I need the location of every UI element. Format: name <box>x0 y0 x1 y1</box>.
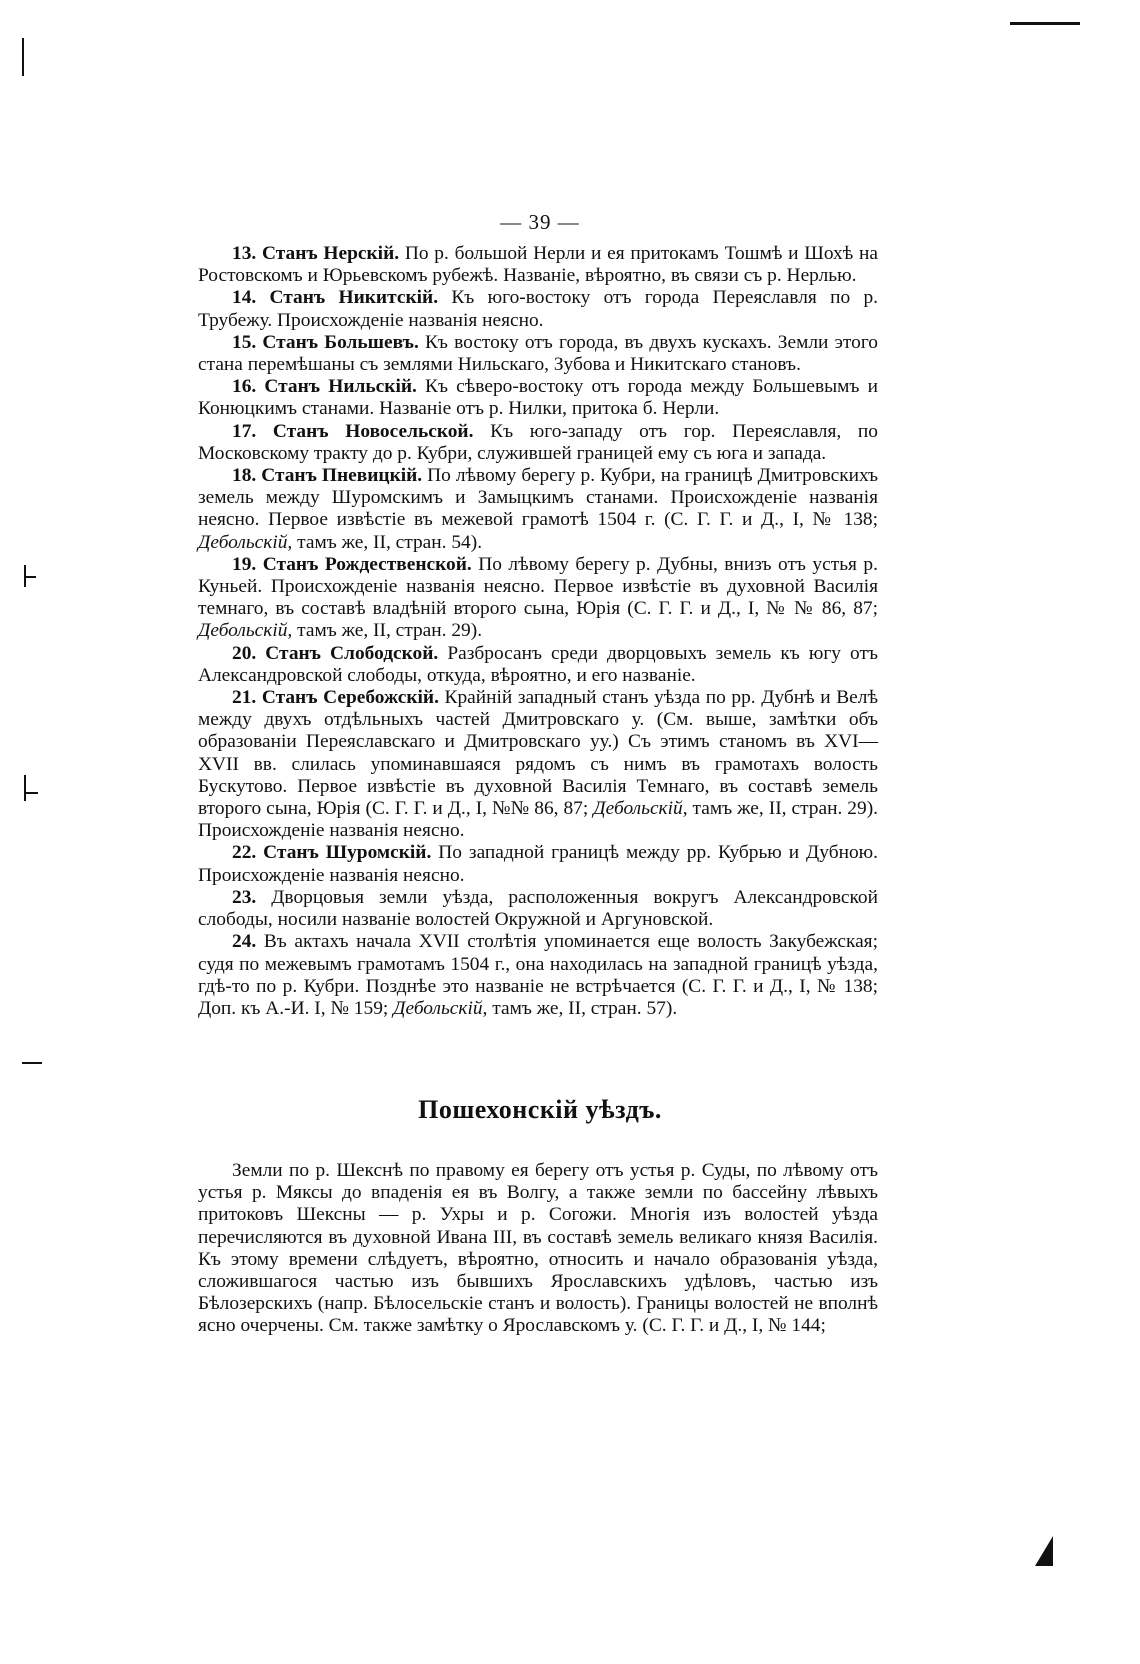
scan-mark-left-2 <box>24 775 26 801</box>
entry-text: Къ востоку отъ города, въ двухъ кускахъ. Земли этого стана перемѣшаны съ землями Нильскаго, Зубова и Никитскаго становъ. <box>198 331 878 376</box>
entry-lead: 23. <box>232 886 257 908</box>
entry-list <box>198 243 878 1020</box>
entry-24 <box>198 931 878 1020</box>
entry-16 <box>198 376 878 420</box>
entry-text: По лѣвому берегу р. Дубны, внизъ отъ устья р. Куньей. Происхожденіе названія неясно. Первое извѣстіе въ духовной Василія темнаго, въ составѣ владѣній второго сына, Юрія (С. Г. Г. и Д., I, № № 86, 87; <box>198 553 879 620</box>
scan-mark-left-1b <box>24 576 36 578</box>
entry-13 <box>198 243 878 287</box>
entry-text: Къ юго-западу отъ гор. Переяславля, по Московскому тракту до р. Кубри, служившей границей ему съ юга и запада. <box>198 420 878 464</box>
entry-tail: тамъ же, II, стран. 54). <box>292 531 483 553</box>
entry-lead: 13. Станъ Нерскій. <box>232 243 400 264</box>
entry-text: По лѣвому берегу р. Кубри, на границѣ Дмитровскихъ земель между Шуромскимъ и Замыцкимъ станами. Происхожденіе названія неясно. Первое извѣстіе въ межевой грамотѣ 1504 г. (С. Г. Г. и Д., I, № 138; <box>198 465 878 531</box>
entry-text: Дворцовыя земли уѣзда, расположенныя вокругъ Александровской слободы, носили названіе волостей Окружной и Аргуновской. <box>198 886 878 931</box>
entry-tail: тамъ же, II, стран. 29). <box>292 620 483 642</box>
entry-21 <box>198 687 878 842</box>
entry-text: По западной границѣ между рр. Кубрью и Дубною. Происхожденіе названія неясно. <box>198 842 878 886</box>
entry-lead: 21. Станъ Серебожскій. <box>232 687 439 709</box>
section-heading: Пошехонскій уѣздъ. <box>418 1095 662 1124</box>
entry-20 <box>198 643 878 687</box>
entry-18 <box>198 465 878 554</box>
entry-text: Въ актахъ начала XVII столѣтія упоминается еще волость Закубежская; судя по межевымъ грамотамъ 1504 г., она находилась на западной границѣ уѣзда, гдѣ-то по р. Кубри. Позднѣе это названіе не встрѣчается (С. Г. Г. и Д., I, № 138; Доп. къ А.-И. I, № 159; <box>198 931 878 1019</box>
scan-mark-left-2b <box>24 792 38 794</box>
entry-lead: 15. Станъ Большевъ. <box>232 331 419 353</box>
entry-italic: Дебольскій, <box>198 620 293 642</box>
entry-14 <box>198 287 878 331</box>
entry-lead: 20. Станъ Слободской. <box>232 642 439 664</box>
entry-lead: 22. Станъ Шуромскій. <box>232 842 432 864</box>
entry-15 <box>198 332 878 376</box>
entry-lead: 16. Станъ Нильскій. <box>232 376 417 398</box>
section-paragraph: Земли по р. Шекснѣ по правому ея берегу отъ устья р. Суды, по лѣвому отъ устья р. Мяксы до впаденія ея въ Волгу, а также земли по бассейну лѣвыхъ притоковъ Шексны — р. Ухры и р. Согожи. Многія изъ волостей уѣзда перечисляются въ духовной Ивана III, въ составѣ земель великаго князя Василія. Къ этому времени слѣдуетъ, вѣроятно, относить и начало образованія уѣзда, сложившагося частью изъ бывшихъ Ярославскихъ удѣловъ, частью изъ Бѣлозерскихъ (напр. Бѣлосельскіе станъ и волость). Границы волостей не вполнѣ ясно очерчены. См. также замѣтку о Ярославскомъ у. (С. Г. Г. и Д., I, № 144; <box>198 1160 878 1337</box>
entry-text: Разбросанъ среди дворцовыхъ земель къ югу отъ Александровской слободы, откуда, вѣроятно, и его названіе. <box>198 642 878 686</box>
scan-mark-left-3 <box>22 1062 42 1064</box>
entry-19 <box>198 554 878 643</box>
entry-lead: 18. Станъ Пневицкій. <box>232 465 423 487</box>
entry-lead: 14. Станъ Никитскій. <box>232 287 439 309</box>
entry-tail: тамъ же, II, стран. 29). Происхожденіе названія неясно. <box>198 798 879 842</box>
scan-mark-corner <box>1035 1536 1053 1566</box>
scan-mark-top-rule <box>1010 22 1080 25</box>
entry-lead: 17. Станъ Новосельской. <box>232 420 474 442</box>
entry-17 <box>198 421 878 465</box>
entry-text: Крайній западный станъ уѣзда по рр. Дубнѣ и Велѣ между двухъ отдѣльныхъ частей Дмитровскаго у. (См. выше, замѣтки объ образованіи Переяславскаго и Дмитровскаго уу.) Съ этимъ станомъ въ XVI—XVII вв. слилась упоминавшаяся рядомъ съ нимъ въ грамотахъ волость Бускутово. Первое извѣстіе въ духовной Василія Темнаго, въ составѣ земель второго сына, Юрія (С. Г. Г. и Д., I, №№ 86, 87; <box>198 687 878 820</box>
entry-lead: 24. <box>232 931 257 953</box>
entry-italic: Дебольскій, <box>593 798 688 820</box>
entry-italic: Дебольскій, <box>198 531 293 553</box>
section-body <box>198 1160 878 1338</box>
scan-mark-top-left <box>22 38 24 76</box>
entry-italic: Дебольскій, <box>393 997 488 1019</box>
entry-text: По р. большой Нерли и ея притокамъ Тошмѣ и Шохѣ на Ростовскомъ и Юрьевскомъ рубежѣ. Названіе, вѣроятно, въ связи съ р. Нерлью. <box>198 243 878 287</box>
entry-lead: 19. Станъ Рождественской. <box>232 553 472 575</box>
entry-23 <box>198 887 878 931</box>
entry-22 <box>198 842 878 886</box>
entry-text: Къ сѣверо-востоку отъ города между Большевымъ и Конюцкимъ станами. Названіе отъ р. Нилки, притока б. Нерли. <box>198 376 878 420</box>
entry-tail: тамъ же, II, стран. 57). <box>487 997 678 1019</box>
page-number: — 39 — <box>500 210 580 234</box>
entry-text: Къ юго-востоку отъ города Переяславля по р. Трубежу. Происхожденіе названія неясно. <box>198 287 878 331</box>
